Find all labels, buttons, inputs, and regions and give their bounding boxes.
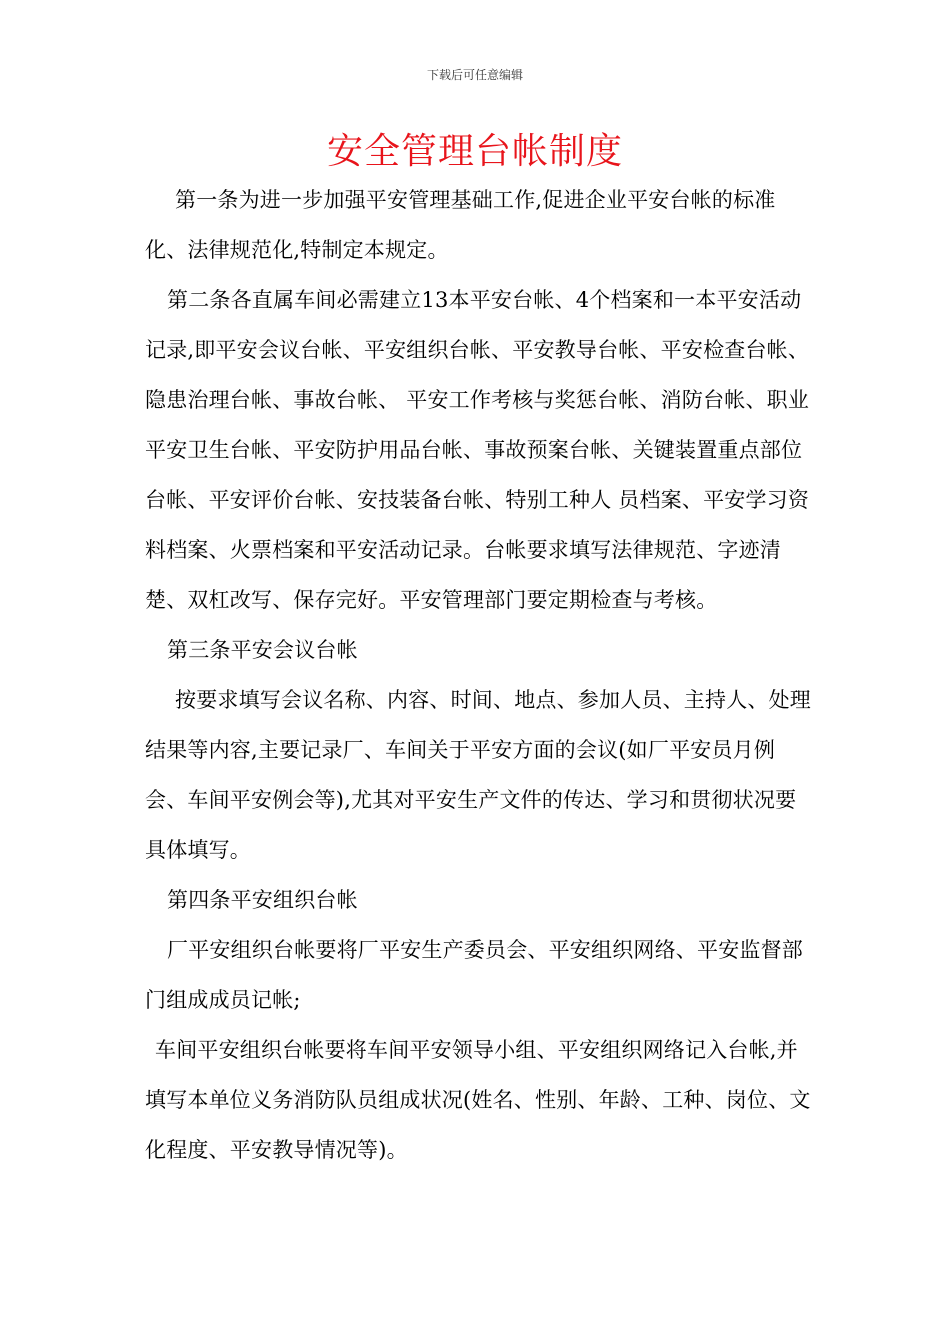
paragraph-article-1: 第一条为进一步加强平安管理基础工作,促进企业平安台帐的标准化、法律规范化,特制定本规定。 <box>145 188 776 262</box>
header-note: 下载后可任意编辑 <box>426 68 523 82</box>
document-title: 安全管理台帐制度 <box>326 131 623 172</box>
document-body <box>145 175 813 1175</box>
paragraph-article-4-factory: 厂平安组织台帐要将厂平安生产委员会、平安组织网络、平安监督部门组成成员记帐; <box>145 938 803 1012</box>
paragraph-article-3-body: 按要求填写会议名称、内容、时间、地点、参加人员、主持人、处理结果等内容,主要记录厂、车间关于平安方面的会议(如厂平安员月例会、车间平安例会等),尤其对平安生产文件的传达、学习和贯彻状况要具体填写。 <box>145 688 811 862</box>
heading-article-4: 第四条平安组织台帐 <box>167 888 358 912</box>
paragraph-article-4-workshop: 车间平安组织台帐要将车间平安领导小组、平安组织网络记入台帐,并填写本单位义务消防队员组成状况(姓名、性别、年龄、工种、岗位、文化程度、平安教导情况等)。 <box>145 1038 811 1162</box>
paragraph-article-2: 第二条各直属车间必需建立13本平安台帐、4个档案和一本平安活动记录,即平安会议台帐、平安组织台帐、平安教导台帐、平安检查台帐、隐患治理台帐、事故台帐、 平安工作考核与奖惩台帐、消防台帐、职业平安卫生台帐、平安防护用品台帐、事故预案台帐、关键装置重点部位台帐、平安评价台帐、安技装备台帐、特别工种人 员档案、平安学习资料档案、火票档案和平安活动记录。台帐要求填写法律规范、字迹清楚、双杠改写、保存完好。平安管理部门要定期检查与考核。 <box>145 288 810 612</box>
heading-article-3: 第三条平安会议台帐 <box>167 638 358 662</box>
